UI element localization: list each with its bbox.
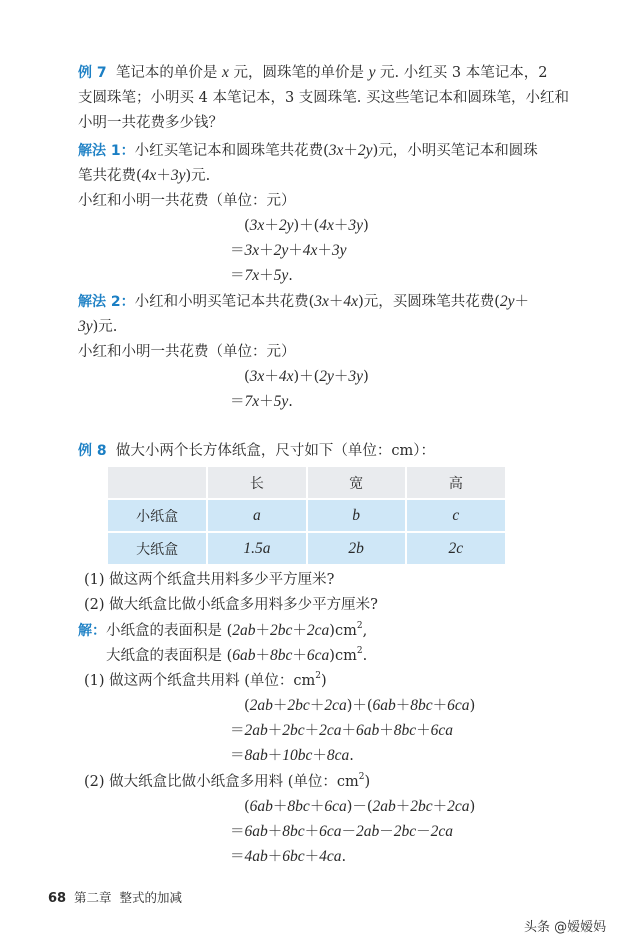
text-run: 小红和小明一共花费（单位：元） (78, 344, 296, 360)
text-run: ) (363, 218, 369, 234)
math-term: 2y (499, 293, 515, 310)
math-term: 8bc (287, 798, 310, 815)
math-term: 2ca (447, 798, 470, 815)
part-2-equation-3 (230, 847, 346, 867)
math-term: 2y (278, 217, 294, 234)
text-run: ＋ (328, 294, 344, 310)
math-term: 8ca (326, 747, 350, 764)
math-term: 2ab (244, 722, 268, 739)
math-term: 8bc (393, 722, 417, 739)
text-run: ＋ (259, 394, 274, 410)
solution-small-box-text (106, 623, 367, 639)
text-run: ＋ (341, 723, 357, 739)
example-7-label: 例 7 (78, 65, 107, 81)
text-run: ( (244, 799, 250, 815)
solution-1-equation-2 (230, 241, 347, 261)
text-run: )元，买圆珠笔共花费( (358, 294, 500, 310)
table-cell: b (307, 499, 406, 532)
text-run: ) (469, 698, 476, 714)
text-run: ＝ (230, 748, 245, 764)
math-term: 5y (273, 393, 289, 410)
text-run: ＋ (292, 648, 307, 664)
question-2 (84, 595, 378, 615)
math-term: 2ab (372, 798, 396, 815)
text-run: ＋ (432, 698, 448, 714)
part-2-heading (84, 772, 370, 792)
text-run: 大纸盒的表面积是 ( (106, 648, 233, 664)
text-run: ＋ (267, 723, 283, 739)
math-term: 2bc (393, 823, 417, 840)
text-run: ＋ (309, 698, 325, 714)
text-run: . (349, 748, 354, 764)
part-1-equation-1 (244, 696, 475, 716)
solution-2-line-2 (78, 317, 117, 337)
superscript: 2 (356, 621, 363, 632)
math-term: 7x (244, 393, 260, 410)
text-run: ) (469, 799, 476, 815)
chapter-title: 整式的加减 (119, 890, 183, 905)
math-term: y (368, 64, 376, 81)
solution-2-text (135, 294, 529, 310)
page-number: 68 (48, 891, 67, 906)
math-term: 7x (244, 267, 260, 284)
math-term: 6ab (244, 823, 268, 840)
text-run: ＋ (432, 799, 448, 815)
table-cell-name: 小纸盒 (108, 499, 207, 532)
math-term: 2ca (430, 823, 454, 840)
math-term: 2bc (287, 697, 310, 714)
math-term: 8bc (410, 697, 433, 714)
math-term: 6ab (249, 798, 273, 815)
part-2-equation-1 (244, 797, 475, 817)
example-8-intro (78, 441, 435, 461)
text-run: ＋ (255, 623, 271, 639)
text-run: 笔记本的单价是 (115, 65, 222, 81)
text-run: ) (321, 673, 327, 689)
solution-2-line-1 (78, 292, 529, 312)
math-term: 6ca (306, 647, 330, 664)
text-run: . (362, 648, 368, 664)
text-run: 支圆珠笔；小明买 4 本笔记本，3 支圆珠笔. 买这些笔记本和圆珠笔，小红和 (78, 90, 569, 106)
text-run: . (288, 394, 293, 410)
text-run: 做大小两个长方体纸盒，尺寸如下（单位：cm）： (115, 443, 435, 459)
text-run: 元. 小红买 3 本笔记本，2 (375, 65, 548, 81)
superscript: 2 (315, 671, 322, 682)
solution-2-equation-2 (230, 392, 293, 412)
part-1-equation-3 (230, 746, 354, 766)
text-run: )－( (346, 799, 373, 815)
math-term: 4x (343, 293, 359, 310)
math-term: 2ab (249, 697, 273, 714)
table-cell: 2b (307, 532, 406, 564)
text-run: － (341, 824, 357, 840)
part-1-heading (84, 671, 327, 691)
text-run: . (341, 849, 347, 865)
solution-2-equation-1 (244, 367, 369, 387)
part-2-equation-2 (230, 822, 453, 842)
solution-1-line-2 (78, 166, 210, 186)
text-run: (2) 做大纸盒比做小纸盒多用料多少平方厘米? (84, 597, 378, 613)
text-run: 小红和小明买笔记本共花费( (134, 294, 315, 310)
text-run: 小红和小明一共花费（单位：元） (78, 193, 296, 209)
table-header-cell: 宽 (307, 467, 406, 499)
text-run: ＋ (514, 294, 530, 310)
text-run: ＋ (264, 369, 279, 385)
math-term: 4ab (244, 848, 268, 865)
math-term: 3y (348, 217, 364, 234)
table-cell: 1.5a (207, 532, 306, 564)
math-term: 6ca (447, 697, 470, 714)
text-run: ＋ (309, 799, 325, 815)
text-run: ＋ (343, 143, 358, 159)
text-run: ＋ (267, 748, 283, 764)
text-run: － (416, 824, 431, 840)
math-term: 4x (278, 368, 294, 385)
example-7-intro-text (116, 65, 548, 81)
math-term: 6bc (282, 848, 305, 865)
text-run: ＋ (264, 218, 279, 234)
math-term: 4x (319, 217, 334, 234)
math-term: 6ab (356, 722, 380, 739)
example-7-intro-line-1 (78, 63, 547, 83)
solution-1-equation-1 (244, 216, 369, 236)
math-term: 4x (302, 242, 318, 259)
text-run: ＋ (304, 824, 320, 840)
solution-1-total-heading (78, 191, 296, 211)
text-run: ＋ (304, 723, 320, 739)
text-run: ＋ (255, 648, 271, 664)
example-8-label: 例 8 (78, 443, 107, 459)
solution-1-equation-3 (230, 266, 293, 286)
table-cell: a (207, 499, 306, 532)
text-run: ＋ (416, 723, 431, 739)
example-7-intro-line-2 (78, 88, 569, 108)
text-run: (1) 做这两个纸盒共用料多少平方厘米? (84, 572, 335, 588)
text-run: 小纸盒的表面积是 ( (106, 623, 233, 639)
text-run: ( (244, 698, 250, 714)
math-term: 2bc (410, 798, 433, 815)
math-term: 10bc (282, 747, 313, 764)
chapter-number: 第二章 (74, 890, 112, 905)
text-run: ＋ (333, 218, 349, 234)
solution-large-box-area (106, 646, 367, 666)
table-row (108, 532, 505, 564)
math-term: 4x (141, 167, 157, 184)
math-term: 8bc (282, 823, 305, 840)
math-term: 3x (249, 368, 265, 385)
text-run: 元，圆珠笔的单价是 (228, 65, 369, 81)
math-term: 2ca (306, 622, 330, 639)
part-1-equation-2 (230, 721, 453, 741)
table-cell-name: 大纸盒 (108, 532, 207, 564)
text-run: ＋ (379, 723, 394, 739)
solution-label: 解： (78, 623, 106, 639)
text-run: (2) 做大纸盒比做小纸盒多用料 (单位：cm (84, 774, 359, 790)
table-header-row (108, 467, 505, 499)
text-run: ＋ (317, 243, 332, 259)
text-run: ＋ (312, 748, 327, 764)
text-run: ＝ (230, 824, 245, 840)
solution-2-label: 解法 2： (78, 294, 135, 310)
math-term: x (221, 64, 229, 81)
solution-small-box-area (78, 621, 367, 641)
math-term: 3y (348, 368, 364, 385)
text-run: )元，小明买笔记本和圆珠 (372, 143, 538, 159)
text-run: ＋ (156, 168, 171, 184)
math-term: 4ca (319, 848, 342, 865)
text-run: ＋ (395, 698, 411, 714)
text-run: ＝ (230, 394, 245, 410)
solution-1-line-1 (78, 141, 538, 161)
math-term: 2y (273, 242, 289, 259)
text-run: ＝ (230, 243, 245, 259)
math-term: 3x (249, 217, 265, 234)
text-run: )＋( (293, 369, 320, 385)
text-run: ( (244, 369, 250, 385)
text-run: )＋( (346, 698, 373, 714)
text-run: ＋ (259, 243, 274, 259)
text-run: ) (363, 369, 369, 385)
text-run: ＋ (267, 849, 283, 865)
text-run: 小明一共花费多少钱？ (78, 115, 223, 131)
text-run: ＋ (259, 268, 274, 284)
superscript: 2 (356, 646, 363, 657)
text-run: (1) 做这两个纸盒共用料 (单位：cm (84, 673, 316, 689)
text-run: 笔共花费( (78, 168, 142, 184)
text-run: ＋ (304, 849, 320, 865)
text-run: )cm (329, 648, 357, 664)
example-8-intro-text (116, 443, 435, 459)
example-7-intro-line-3 (78, 113, 223, 133)
text-run: )元. (92, 319, 118, 335)
math-term: 3x (314, 293, 329, 310)
table-header-cell (108, 467, 207, 499)
math-term: 3x (244, 242, 260, 259)
table-row (108, 499, 505, 532)
text-run: ＋ (272, 799, 288, 815)
math-term: 2ca (324, 697, 347, 714)
text-run: － (379, 824, 394, 840)
math-term: 2ca (319, 722, 342, 739)
math-term: 3x (328, 142, 344, 159)
math-term: 2ab (356, 823, 380, 840)
text-run: ＋ (272, 698, 288, 714)
math-term: 2ab (232, 622, 256, 639)
text-run: 小红买笔记本和圆珠笔共花费( (134, 143, 329, 159)
math-term: 3y (170, 167, 186, 184)
text-run: , (362, 623, 368, 639)
text-run: )元. (185, 168, 211, 184)
math-term: 3y (78, 318, 93, 335)
text-run: ( (244, 218, 250, 234)
text-run: ＋ (395, 799, 411, 815)
math-term: 6ab (372, 697, 396, 714)
text-run: ＋ (267, 824, 283, 840)
text-run: ) (364, 774, 371, 790)
watermark-text: 头条 @嫒嫒妈 (524, 920, 607, 935)
solution-1-label: 解法 1： (78, 143, 135, 159)
math-term: 5y (273, 267, 289, 284)
text-run: ＝ (230, 849, 245, 865)
table-header-cell: 高 (406, 467, 505, 499)
table-cell: c (406, 499, 505, 532)
math-term: 3y (331, 242, 347, 259)
math-term: 2bc (282, 722, 305, 739)
superscript: 2 (358, 772, 365, 783)
math-term: 8bc (270, 647, 293, 664)
text-run: ＝ (230, 723, 245, 739)
page-footer (48, 889, 182, 908)
math-term: 6ca (319, 823, 342, 840)
math-term: 6ca (324, 798, 347, 815)
solution-2-total-heading (78, 342, 296, 362)
solution-1-text (135, 143, 538, 159)
math-term: 6ab (232, 647, 256, 664)
box-dimensions-table (108, 467, 505, 564)
table-cell: 2c (406, 532, 505, 564)
math-term: 6ca (430, 722, 454, 739)
text-run: )＋( (293, 218, 320, 234)
math-term: 2y (357, 142, 373, 159)
text-run: . (288, 268, 293, 284)
math-term: 2bc (270, 622, 293, 639)
question-1 (84, 570, 334, 590)
math-term: 8ab (244, 747, 268, 764)
text-run: ＋ (333, 369, 349, 385)
text-run: )cm (329, 623, 357, 639)
text-run: ＋ (288, 243, 303, 259)
text-run: ＝ (230, 268, 245, 284)
math-term: 2y (319, 368, 334, 385)
table-header-cell: 长 (207, 467, 306, 499)
text-run: ＋ (292, 623, 307, 639)
